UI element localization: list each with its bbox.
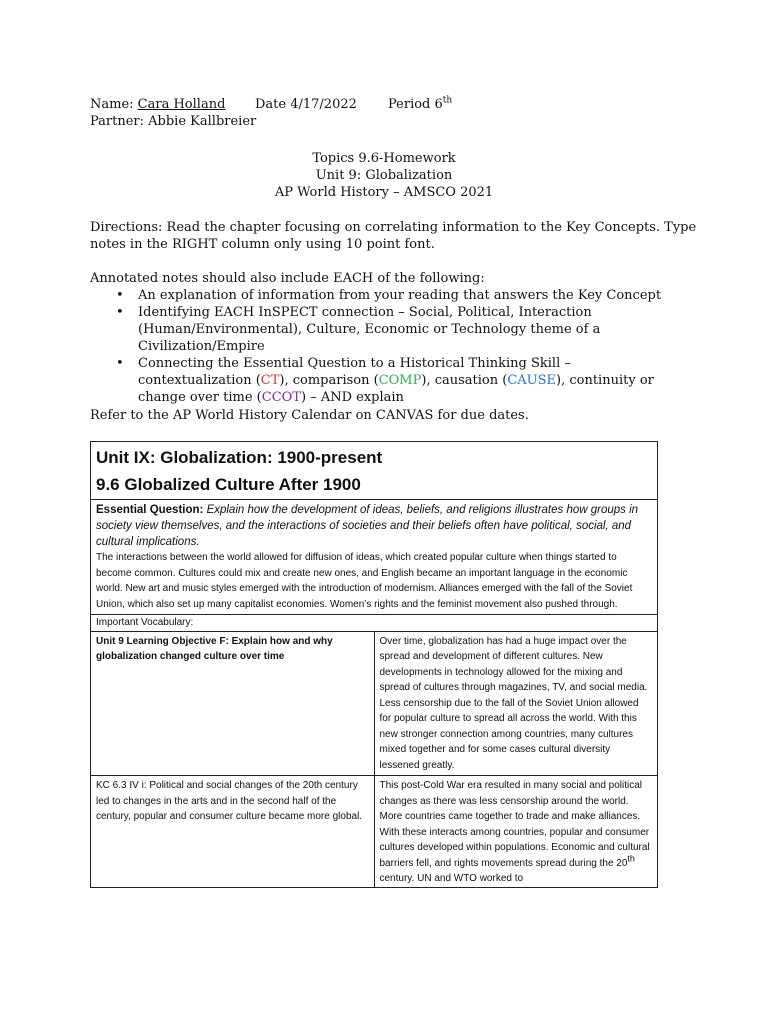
directions-line-2: notes in the RIGHT column only using 10 point font.	[90, 237, 435, 252]
requirement-text: Identifying EACH InSPECT connection – Social, Political, Interaction (Human/Environmental), Culture, Economic or Technology theme of a Civilization/Empire	[138, 305, 601, 354]
date-text: Date 4/17/2022	[255, 97, 357, 112]
requirement-text: ), causation (	[421, 373, 508, 388]
essential-question-label: Essential Question:	[96, 504, 204, 516]
course-title: AP World History – AMSCO 2021	[274, 185, 494, 200]
cause-label: CAUSE	[507, 373, 557, 388]
vocabulary-cell: Important Vocabulary:	[91, 615, 658, 632]
vocabulary-row	[91, 615, 658, 632]
student-name-line	[90, 96, 225, 113]
requirement-item	[112, 304, 672, 355]
ct-label: CT	[260, 373, 280, 388]
comp-label: COMP	[378, 373, 422, 388]
essential-question-text: Explain how the development of ideas, beliefs, and religions illustrates how groups in society view themselves, and the interactions of societies and their beliefs often have political, social, and cultural implications.	[96, 504, 639, 548]
essential-question-cell	[91, 500, 658, 615]
requirement-item	[112, 355, 672, 406]
partner-text: Partner: Abbie Kallbreier	[90, 114, 257, 129]
objective-label-cell: Unit 9 Learning Objective F: Explain how and why globalization changed culture over time	[91, 631, 375, 776]
unit-title: Unit 9: Globalization	[315, 168, 453, 183]
objective-row	[91, 631, 658, 776]
key-concept-notes-text: This post-Cold War era resulted in many social and political changes as there was less censorship around the world. More countries came together to trade and make alliances. With these interacts among countries, popular and consumer cultures developed within populations. Economic and cultural barriers fell, and rights movements spread during the 20	[379, 780, 650, 869]
unit-heading: Unit IX: Globalization: 1900-present	[96, 448, 383, 467]
requirement-text: ), comparison (	[279, 373, 379, 388]
requirement-text: ), continuity or change over time (	[138, 373, 654, 405]
superscript: th	[627, 853, 635, 864]
objective-notes-cell: Over time, globalization has had a huge impact over the spread and development of different cultures. New developments in technology allowed for the mixing and spread of cultures through magazines, TV, and social media. Less censorship due to the fall of the Soviet Union allowed for popular culture to spread all across the world. With this new stronger connection among countries, many cultures mixed together and for some cases cultural diversity lessened greatly.	[374, 631, 658, 776]
requirement-text: An explanation of information from your reading that answers the Key Concept	[138, 288, 662, 303]
title-cell	[91, 442, 658, 500]
period-label: Period 6	[388, 97, 443, 112]
key-concept-notes-text-end: century. UN and WTO worked to	[379, 873, 524, 884]
essential-question-answer: The interactions between the world allowed for diffusion of ideas, which created popular culture when things started to become common. Cultures could mix and create new ones, and English became an important language in the economic world. New art and music styles emerged with the introduction of modernism. Alliances emerged with the fall of the Soviet Union, which also set up many capitalist economies. Women’s rights and the feminist movement also pushed through.	[96, 552, 633, 610]
period-text	[388, 96, 452, 113]
key-concept-notes-cell	[374, 776, 658, 888]
period-suffix: th	[442, 95, 453, 106]
refer-text: Refer to the AP World History Calendar on CANVAS for due dates.	[90, 408, 529, 423]
essential-question-row	[91, 500, 658, 615]
requirement-item	[112, 287, 672, 304]
requirement-text: Connecting the Essential Question to a Historical Thinking Skill – contextualization (	[138, 356, 571, 388]
ccot-label: CCOT	[261, 390, 301, 405]
annotated-intro: Annotated notes should also include EACH of the following:	[90, 271, 485, 286]
requirement-text: ) – AND explain	[300, 390, 404, 405]
title-row	[91, 442, 658, 500]
requirements-list	[112, 287, 672, 406]
student-name: Cara Holland	[137, 97, 226, 112]
key-concept-row	[91, 776, 658, 888]
topic-heading: 9.6 Globalized Culture After 1900	[96, 475, 361, 494]
essential-question	[96, 502, 652, 550]
notes-table	[90, 441, 658, 888]
directions-line-1: Directions: Read the chapter focusing on correlating information to the Key Concepts. Type	[90, 220, 697, 235]
topic-title: Topics 9.6-Homework	[312, 151, 456, 166]
key-concept-label-cell: KC 6.3 IV i: Political and social changes of the 20th century led to changes in the arts and in the second half of the century, popular and consumer culture became more global.	[91, 776, 375, 888]
name-label: Name:	[90, 97, 138, 112]
